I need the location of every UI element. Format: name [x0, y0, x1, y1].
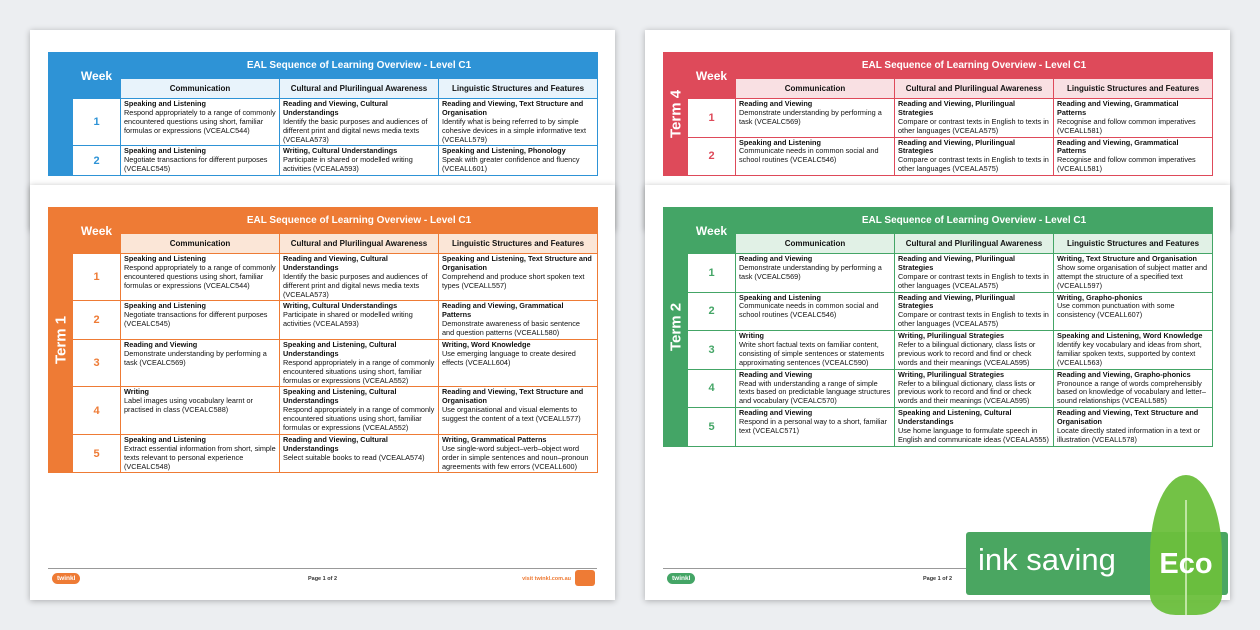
objective-strand: Speaking and Listening	[739, 292, 821, 302]
objective-text: Use organisational and visual elements to suggest the content of a text (VCEALL577)	[442, 405, 581, 424]
week-number: 1	[688, 254, 736, 293]
table-row	[664, 331, 1213, 370]
objective-text: Identify what is being referred to by simple cohesive devices in a simple informative text (VCEALL579)	[442, 116, 586, 144]
objective-cell	[121, 254, 280, 301]
objective-strand: Reading and Viewing, Cultural Understandings	[283, 99, 388, 117]
objective-cell	[121, 434, 280, 473]
week-number: 3	[73, 340, 121, 387]
objective-strand: Writing, Cultural Understandings	[283, 146, 398, 156]
objective-text: Use single-word subject–verb–object word order in simple sentences and noun–pronoun agreements with few errors (VCEALL600)	[442, 443, 589, 471]
objective-strand: Speaking and Listening	[124, 146, 206, 156]
table-row	[664, 137, 1213, 176]
objective-text: Demonstrate understanding by performing a task (VCEALC569)	[739, 262, 882, 281]
term-label-text: Term 1	[52, 316, 69, 365]
objective-cell	[895, 369, 1054, 408]
column-header: Cultural and Plurilingual Awareness	[895, 79, 1054, 99]
objective-strand: Reading and Viewing, Grammatical Patterns	[442, 301, 564, 320]
objective-cell	[895, 99, 1054, 138]
table-row	[49, 146, 598, 176]
page-number: Page 1 of 2	[922, 576, 953, 582]
objective-text: Respond appropriately in a range of commonly encountered situations using short, familiar formulas or expressions (VCEALA552)	[283, 357, 435, 385]
objective-cell	[280, 254, 439, 301]
objective-text: Compare or contrast texts in English to texts in other languages (VCEALA575)	[898, 155, 1049, 174]
objective-text: Identify the basic purposes and audiences of different print and digital news media texts (VCEALA573)	[283, 271, 428, 299]
worksheet-preview-term-1	[30, 185, 615, 600]
objective-cell	[736, 137, 895, 176]
objective-strand: Writing	[739, 331, 764, 341]
objective-strand: Speaking and Listening	[124, 254, 206, 263]
objective-cell	[1054, 292, 1213, 331]
eco-label: Eco	[1159, 548, 1213, 580]
term-label	[49, 208, 73, 473]
table-row	[664, 292, 1213, 331]
table-title: EAL Sequence of Learning Overview - Level C1	[121, 208, 598, 234]
table-row	[664, 408, 1213, 447]
objective-cell	[121, 301, 280, 340]
table-title: EAL Sequence of Learning Overview - Level C1	[736, 53, 1213, 79]
objective-cell	[736, 408, 895, 447]
objective-strand: Reading and Viewing	[739, 254, 813, 263]
objective-text: Compare or contrast texts in English to texts in other languages (VCEALA575)	[898, 271, 1049, 290]
column-header: Communication	[736, 79, 895, 99]
objective-cell	[439, 254, 598, 301]
objective-strand: Speaking and Listening	[124, 301, 206, 311]
objective-strand: Reading and Viewing, Plurilingual Strategies	[898, 99, 1016, 117]
objective-strand: Writing, Text Structure and Organisation	[1057, 254, 1198, 263]
objective-text: Participate in shared or modelled writing activities (VCEALA593)	[283, 155, 413, 174]
objective-strand: Speaking and Listening, Cultural Understandings	[283, 387, 397, 406]
table-row	[664, 99, 1213, 138]
table-row	[49, 99, 598, 146]
objective-strand: Reading and Viewing, Grapho-phonics	[1057, 369, 1191, 379]
column-header: Linguistic Structures and Features	[439, 79, 598, 99]
objective-strand: Speaking and Listening, Cultural Understandings	[283, 340, 397, 358]
objective-text: Refer to a bilingual dictionary, class lists or previous work to record and find or check words and their meanings (VCEALA595)	[898, 378, 1036, 406]
objective-cell	[895, 292, 1054, 331]
column-header: Cultural and Plurilingual Awareness	[895, 234, 1054, 254]
twinkl-logo: twinkl	[52, 573, 80, 584]
objective-text: Demonstrate understanding by performing a task (VCEALC569)	[124, 348, 267, 367]
objective-strand: Reading and Viewing, Plurilingual Strategies	[898, 137, 1016, 156]
objective-text: Demonstrate understanding by performing a task (VCEALC569)	[739, 107, 882, 126]
objective-strand: Reading and Viewing, Cultural Understandings	[283, 254, 388, 272]
objective-text: Compare or contrast texts in English to texts in other languages (VCEALA575)	[898, 310, 1049, 329]
objective-text: Use home language to formulate speech in English and communicate ideas (VCEALA555)	[898, 426, 1049, 444]
objective-cell	[1054, 254, 1213, 293]
objective-text: Participate in shared or modelled writing activities (VCEALA593)	[283, 310, 413, 329]
objective-strand: Reading and Viewing, Text Structure and Organisation	[442, 99, 584, 117]
objective-text: Negotiate transactions for different purposes (VCEALC545)	[124, 310, 268, 329]
objective-strand: Writing, Cultural Understandings	[283, 301, 398, 311]
column-header: Communication	[121, 79, 280, 99]
learning-overview-table	[48, 207, 598, 473]
term-label	[664, 53, 688, 176]
objective-cell	[121, 340, 280, 387]
week-number: 4	[73, 387, 121, 434]
objective-text: Recognise and follow common imperatives (VCEALL581)	[1057, 116, 1196, 135]
objective-cell	[1054, 331, 1213, 370]
objective-text: Demonstrate awareness of basic sentence and question patterns (VCEALL580)	[442, 319, 580, 338]
objective-text: Communicate needs in common social and school routines (VCEALC546)	[739, 146, 879, 165]
table-title: EAL Sequence of Learning Overview - Level C1	[736, 208, 1213, 234]
objective-strand: Writing, Plurilingual Strategies	[898, 331, 1005, 341]
column-header: Communication	[736, 234, 895, 254]
objective-text: Speak with greater confidence and fluency (VCEALL601)	[442, 155, 580, 174]
objective-cell	[895, 331, 1054, 370]
objective-text: Negotiate transactions for different purposes (VCEALC545)	[124, 155, 268, 174]
objective-text: Pronounce a range of words comprehensibly based on knowledge of vocabulary and letter–sound relationships (VCEALL585)	[1057, 378, 1206, 406]
objective-strand: Speaking and Listening	[124, 99, 206, 108]
objective-cell	[1054, 408, 1213, 447]
objective-cell	[1054, 99, 1213, 138]
objective-text: Read with understanding a range of simple texts based on predictable language structures and vocabulary (VCEALC570)	[739, 378, 891, 406]
table-row	[664, 369, 1213, 408]
objective-cell	[736, 254, 895, 293]
objective-strand: Writing, Plurilingual Strategies	[898, 369, 1005, 379]
website-link: visit twinkl.com.au	[522, 576, 571, 582]
objective-cell	[280, 99, 439, 146]
objective-cell	[439, 301, 598, 340]
objective-cell	[439, 434, 598, 473]
objective-text: Recognise and follow common imperatives (VCEALL581)	[1057, 155, 1196, 174]
objective-strand: Reading and Viewing, Plurilingual Strategies	[898, 254, 1016, 272]
objective-strand: Reading and Viewing	[739, 408, 813, 418]
learning-overview-table	[663, 52, 1213, 176]
objective-strand: Speaking and Listening, Cultural Understandings	[898, 408, 1012, 427]
objective-strand: Reading and Viewing, Grammatical Patterns	[1057, 137, 1179, 156]
table-title: EAL Sequence of Learning Overview - Level C1	[121, 53, 598, 79]
objective-strand: Writing, Grapho-phonics	[1057, 292, 1143, 302]
learning-overview-table	[663, 207, 1213, 447]
week-number: 2	[688, 137, 736, 176]
objective-text: Comprehend and produce short spoken text types (VCEALL557)	[442, 271, 585, 290]
objective-cell	[736, 331, 895, 370]
objective-cell	[895, 137, 1054, 176]
column-header: Cultural and Plurilingual Awareness	[280, 234, 439, 254]
objective-text: Locate directly stated information in a text or illustration (VCEALL578)	[1057, 426, 1201, 444]
objective-strand: Speaking and Listening, Word Knowledge	[1057, 331, 1203, 341]
table-row	[49, 254, 598, 301]
week-number: 1	[73, 254, 121, 301]
objective-cell	[1054, 137, 1213, 176]
objective-text: Refer to a bilingual dictionary, class lists or previous work to record and find or check words and their meanings (VCEALA595)	[898, 340, 1036, 367]
twinkl-logo: twinkl	[667, 573, 695, 584]
objective-text: Identify key vocabulary and ideas from short, familiar spoken texts, supported by context (VCEALL563)	[1057, 340, 1202, 367]
week-header: Week	[73, 208, 121, 254]
objective-cell	[121, 99, 280, 146]
objective-text: Respond appropriately to a range of commonly encountered questions using short, familiar formulas or expressions (VCEALC544)	[124, 262, 276, 290]
objective-text: Identify the basic purposes and audiences of different print and digital news media texts (VCEALA573)	[283, 116, 428, 144]
objective-cell	[1054, 369, 1213, 408]
objective-strand: Writing, Word Knowledge	[442, 340, 531, 350]
objective-cell	[280, 387, 439, 434]
objective-text: Respond in a personal way to a short, familiar text (VCEALC571)	[739, 417, 888, 436]
objective-cell	[439, 387, 598, 434]
objective-cell	[736, 369, 895, 408]
table-row	[49, 340, 598, 387]
objective-strand: Reading and Viewing, Plurilingual Strategies	[898, 292, 1016, 311]
objective-cell	[439, 340, 598, 387]
week-number: 2	[73, 301, 121, 340]
term-label-text: Term 4	[667, 90, 684, 139]
objective-cell	[280, 434, 439, 473]
term-label	[49, 53, 73, 176]
objective-text: Compare or contrast texts in English to texts in other languages (VCEALA575)	[898, 116, 1049, 135]
objective-text: Respond appropriately to a range of commonly encountered questions using short, familiar formulas or expressions (VCEALC544)	[124, 107, 276, 135]
week-number: 5	[688, 408, 736, 447]
week-number: 1	[688, 99, 736, 138]
table-row	[664, 254, 1213, 293]
objective-strand: Reading and Viewing	[739, 99, 813, 108]
page-footer	[48, 568, 597, 588]
objective-cell	[121, 146, 280, 176]
objective-strand: Speaking and Listening	[739, 137, 821, 147]
objective-cell	[439, 99, 598, 146]
table-row	[49, 434, 598, 473]
table-row	[49, 301, 598, 340]
objective-cell	[895, 254, 1054, 293]
week-number: 1	[73, 99, 121, 146]
objective-cell	[280, 146, 439, 176]
objective-cell	[439, 146, 598, 176]
term-label	[664, 208, 688, 447]
objective-text: Label images using vocabulary learnt or practised in class (VCEALC588)	[124, 396, 253, 415]
objective-text: Show some organisation of subject matter and attempt the structure of a specified text (VCEALL597)	[1057, 262, 1208, 290]
objective-strand: Speaking and Listening, Phonology	[442, 146, 566, 156]
objective-strand: Reading and Viewing, Text Structure and Organisation	[442, 387, 584, 406]
objective-cell	[736, 99, 895, 138]
objective-strand: Reading and Viewing, Text Structure and Organisation	[1057, 408, 1199, 427]
objective-text: Use emerging language to create desired effects (VCEALL604)	[442, 348, 576, 367]
objective-text: Write short factual texts on familiar content, consisting of simple sentences or statements approximating sentences (VCEALC590)	[739, 340, 885, 367]
objective-cell	[280, 301, 439, 340]
objective-cell	[736, 292, 895, 331]
week-number: 5	[73, 434, 121, 473]
objective-cell	[280, 340, 439, 387]
week-number: 4	[688, 369, 736, 408]
term-label-text: Term 2	[667, 302, 684, 351]
page-number: Page 1 of 2	[307, 576, 338, 582]
objective-strand: Reading and Viewing	[739, 369, 813, 379]
column-header: Communication	[121, 234, 280, 254]
week-header: Week	[73, 53, 121, 99]
table-row	[49, 387, 598, 434]
objective-strand: Reading and Viewing	[124, 340, 198, 350]
objective-text: Communicate needs in common social and school routines (VCEALC546)	[739, 301, 879, 320]
objective-strand: Speaking and Listening	[124, 434, 206, 444]
column-header: Cultural and Plurilingual Awareness	[280, 79, 439, 99]
objective-cell	[121, 387, 280, 434]
objective-strand: Speaking and Listening, Text Structure and Organisation	[442, 254, 592, 272]
ink-saving-text: ink saving	[978, 542, 1116, 577]
column-header: Linguistic Structures and Features	[439, 234, 598, 254]
objective-strand: Writing, Grammatical Patterns	[442, 434, 547, 444]
twinkl-badge-icon	[575, 570, 595, 586]
objective-strand: Writing	[124, 387, 149, 397]
week-header: Week	[688, 53, 736, 99]
objective-text: Respond appropriately in a range of commonly encountered situations using short, familiar formulas or expressions (VCEALA552)	[283, 405, 435, 433]
objective-text: Extract essential information from short, simple texts relevant to personal experience (VCEALC548)	[124, 443, 276, 471]
objective-strand: Reading and Viewing, Grammatical Patterns	[1057, 99, 1179, 117]
objective-cell	[895, 408, 1054, 447]
week-number: 2	[688, 292, 736, 331]
column-header: Linguistic Structures and Features	[1054, 79, 1213, 99]
objective-text: Use common punctuation with some consistency (VCEALL607)	[1057, 301, 1175, 320]
week-number: 2	[73, 146, 121, 176]
objective-strand: Reading and Viewing, Cultural Understandings	[283, 434, 388, 453]
column-header: Linguistic Structures and Features	[1054, 234, 1213, 254]
objective-text: Select suitable books to read (VCEALA574)	[283, 452, 425, 462]
learning-overview-table	[48, 52, 598, 176]
week-header: Week	[688, 208, 736, 254]
week-number: 3	[688, 331, 736, 370]
